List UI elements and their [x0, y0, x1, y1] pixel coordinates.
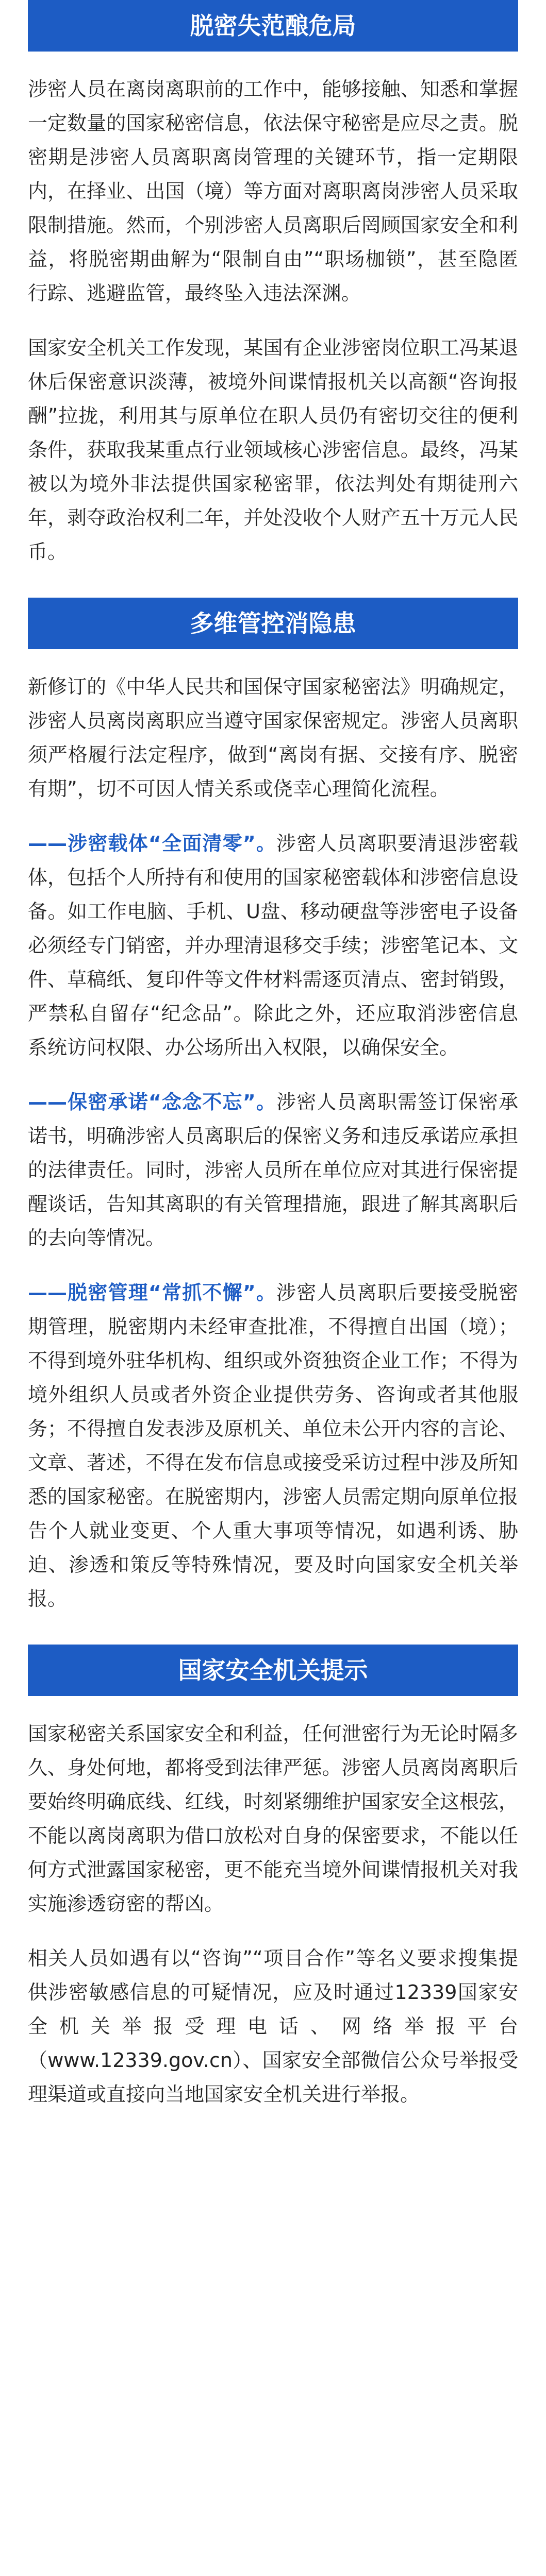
item-lead: ——脱密管理“常抓不懈”。 — [28, 1281, 277, 1304]
section-title: 脱密失范酿危局 — [28, 0, 518, 52]
section-control — [28, 598, 518, 1616]
item-text: 涉密人员离职后要接受脱密期管理，脱密期内未经审查批准，不得擅自出国（境）；不得到境外驻华机构、组织或外资独资企业工作；不得为境外组织人员或者外资企业提供劳务、咨询或者其他服务；不得擅自发表涉及原机关、单位未公开内容的言论、文章、著述，不得在发布信息或接受采访过程中涉及所知悉的国家秘密。在脱密期内，涉密人员需定期向原单位报告个人就业变更、个人重大事项等情况，如遇利诱、胁迫、渗透和策反等特殊情况，要及时向国家安全机关举报。 — [28, 1281, 518, 1610]
item-text: 涉密人员离职要清退涉密载体，包括个人所持有和使用的国家秘密载体和涉密信息设备。如工作电脑、手机、U盘、移动硬盘等涉密电子设备必须经专门销密，并办理清退移交手续；涉密笔记本、文件、草稿纸、复印件等文件材料需逐页清点、密封销毁，严禁私自留存“纪念品”。除此之外，还应取消涉密信息系统访问权限、办公场所出入权限，以确保安全。 — [28, 832, 518, 1059]
list-item — [28, 1276, 518, 1616]
section-risk — [28, 0, 518, 569]
section-title: 国家安全机关提示 — [28, 1645, 518, 1696]
item-lead: ——保密承诺“念念不忘”。 — [28, 1091, 277, 1113]
list-item — [28, 1085, 518, 1255]
item-lead: ——涉密载体“全面清零”。 — [28, 832, 277, 855]
paragraph: 国家安全机关工作发现，某国有企业涉密岗位职工冯某退休后保密意识淡薄，被境外间谍情报机关以高额“咨询报酬”拉拢，利用其与原单位在职人员仍有密切交往的便利条件，获取我某重点行业领域核心涉密信息。最终，冯某被以为境外非法提供国家秘密罪，依法判处有期徒刑六年，剥夺政治权利二年，并处没收个人财产五十万元人民币。 — [28, 336, 518, 563]
item-text: 涉密人员离职需签订保密承诺书，明确涉密人员离职后的保密义务和违反承诺应承担的法律责任。同时，涉密人员所在单位应对其进行保密提醒谈话，告知其离职的有关管理措施，跟进了解其离职后的去向等情况。 — [28, 1091, 518, 1249]
section-tips — [28, 1645, 518, 2111]
section-title: 多维管控消隐患 — [28, 598, 518, 649]
paragraph: 新修订的《中华人民共和国保守国家秘密法》明确规定，涉密人员离岗离职应当遵守国家保密规定。涉密人员离职须严格履行法定程序，做到“离岗有据、交接有序、脱密有期”，切不可因人情关系或侥幸心理简化流程。 — [28, 675, 518, 800]
paragraph: 相关人员如遇有以“咨询”“项目合作”等名义要求搜集提供涉密敏感信息的可疑情况，应及时通过12339国家安全机关举报受理电话、网络举报平台（www.12339.gov.cn）、国家安全部微信公众号举报受理渠道或直接向当地国家安全机关进行举报。 — [28, 1947, 518, 2106]
list-item — [28, 826, 518, 1064]
paragraph: 国家秘密关系国家安全和利益，任何泄密行为无论时隔多久、身处何地，都将受到法律严惩。涉密人员离岗离职后要始终明确底线、红线，时刻紧绷维护国家安全这根弦，不能以离岗离职为借口放松对自身的保密要求，不能以任何方式泄露国家秘密，更不能充当境外间谍情报机关对我实施渗透窃密的帮凶。 — [28, 1722, 518, 1915]
paragraph: 涉密人员在离岗离职前的工作中，能够接触、知悉和掌握一定数量的国家秘密信息，依法保守秘密是应尽之责。脱密期是涉密人员离职离岗管理的关键环节，指一定期限内，在择业、出国（境）等方面对离职离岗涉密人员采取限制措施。然而，个别涉密人员离职后罔顾国家安全和利益，将脱密期曲解为“限制自由”“职场枷锁”，甚至隐匿行踪、逃避监管，最终坠入违法深渊。 — [28, 78, 518, 304]
